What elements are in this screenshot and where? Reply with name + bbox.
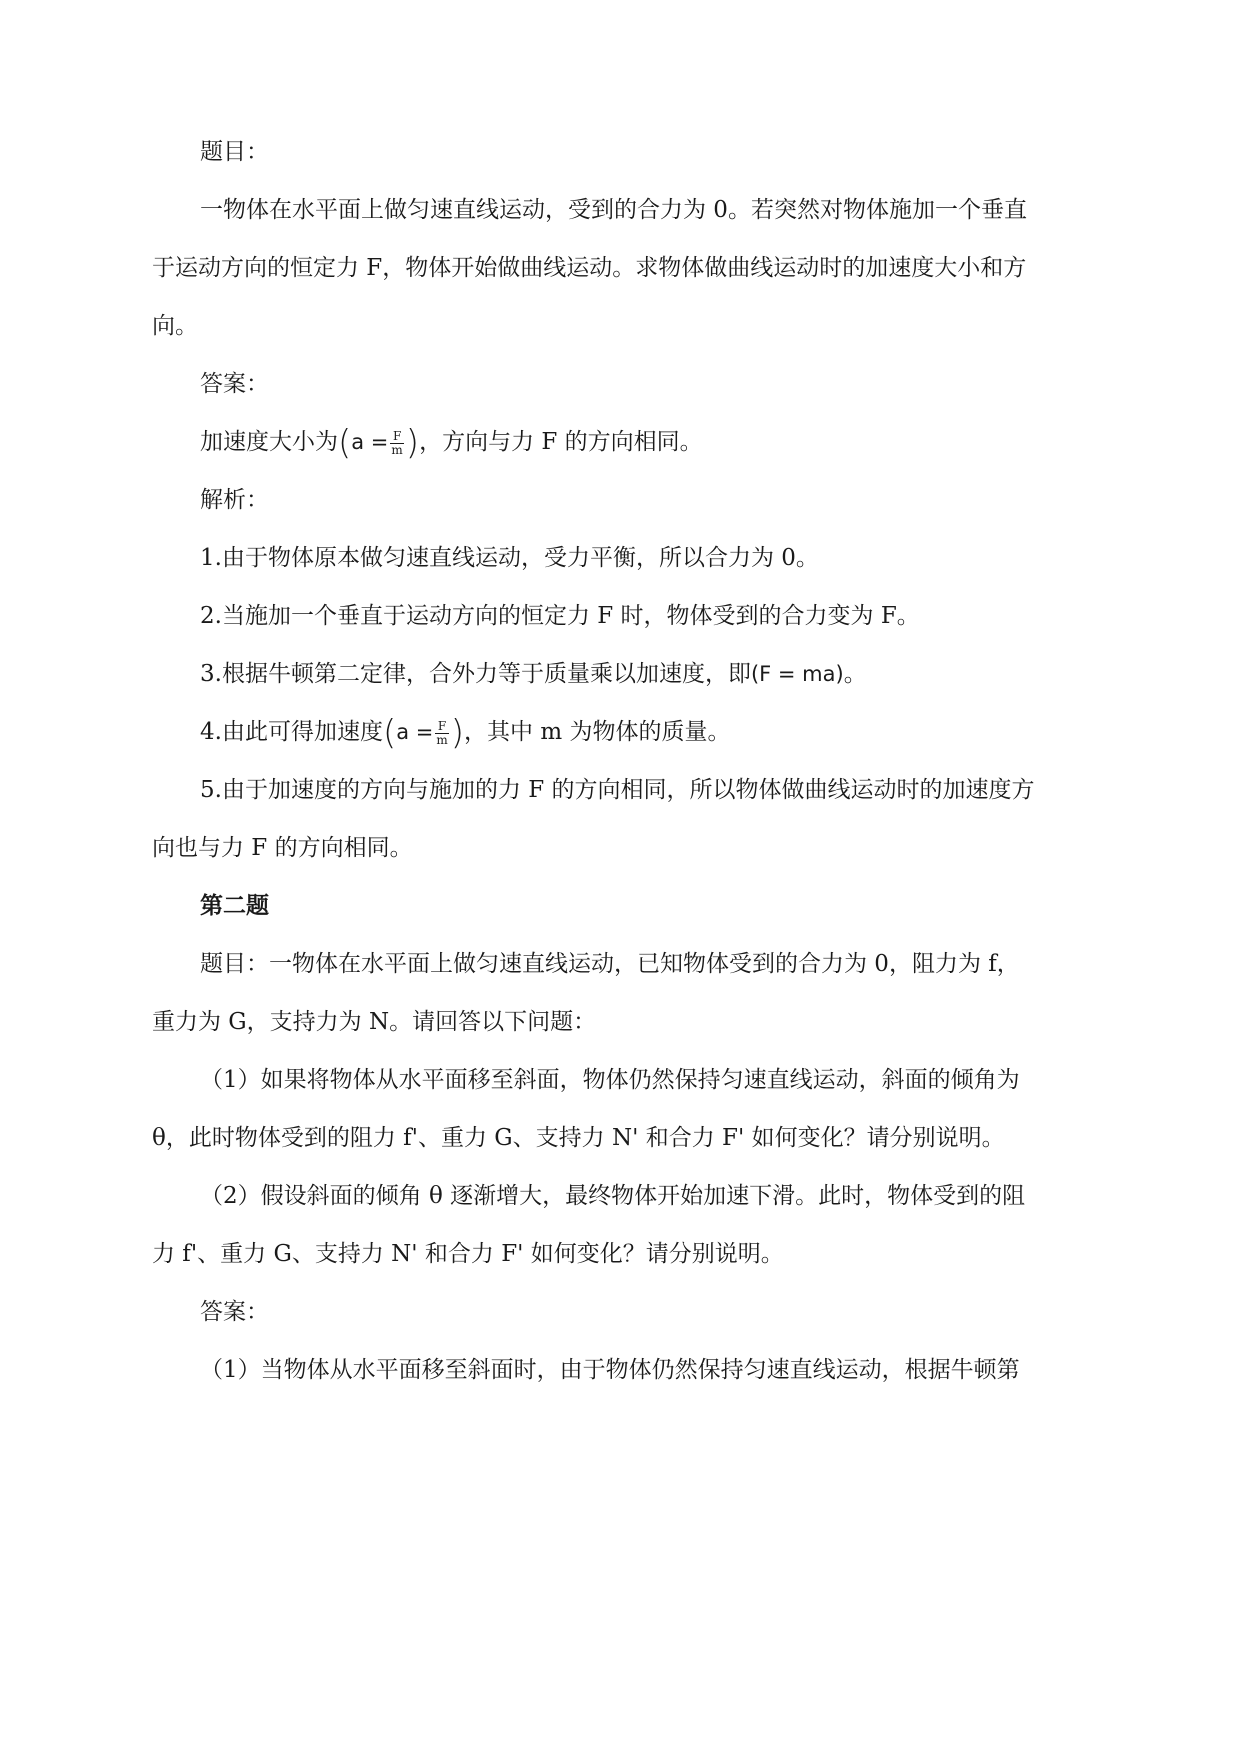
answer-prefix: 加速度大小为 — [200, 429, 338, 455]
answer-line — [200, 423, 703, 463]
formula-open-paren: ( — [338, 423, 352, 463]
q2-line-1: 题目：一物体在水平面上做匀速直线运动，已知物体受到的合力为 0，阻力为 f， — [200, 951, 1020, 977]
q2-answer-label: 答案： — [200, 1299, 269, 1325]
question-label: 题目： — [200, 139, 269, 165]
formula-denominator: m — [391, 442, 403, 457]
analysis-step-4-text: 4.由此可得加速度 — [200, 719, 383, 745]
question-line-3: 向。 — [152, 313, 198, 339]
formula-close-paren: ) — [450, 713, 465, 753]
analysis-step-1: 1.由于物体原本做匀速直线运动，受力平衡，所以合力为 0。 — [200, 545, 819, 571]
analysis-step-3-end: 。 — [843, 661, 867, 687]
formula-fraction — [390, 430, 403, 457]
q2-line-4: θ，此时物体受到的阻力 f'、重力 G、支持力 N' 和合力 F' 如何变化？请分别说明。 — [152, 1125, 1005, 1151]
formula-denominator: m — [436, 732, 448, 747]
analysis-step-5-line-2: 向也与力 F 的方向相同。 — [152, 835, 413, 861]
analysis-step-4-suffix: ，其中 m 为物体的质量。 — [464, 719, 731, 745]
analysis-step-3-text: 3.根据牛顿第二定律，合外力等于质量乘以加速度，即 — [200, 661, 751, 687]
analysis-step-3 — [200, 659, 867, 689]
q2-line-3: （1）如果将物体从水平面移至斜面，物体仍然保持匀速直线运动，斜面的倾角为 — [200, 1067, 1020, 1093]
answer-label: 答案： — [200, 371, 269, 397]
formula-numerator: F — [435, 720, 448, 734]
formula-numerator: F — [390, 430, 403, 444]
section-heading: 第二题 — [200, 892, 269, 919]
q2-answer-line-1: （1）当物体从水平面移至斜面时，由于物体仍然保持匀速直线运动，根据牛顿第 — [200, 1357, 1020, 1383]
question-line-2: 于运动方向的恒定力 F，物体开始做曲线运动。求物体做曲线运动时的加速度大小和方 — [152, 255, 1027, 281]
answer-suffix: ，方向与力 F 的方向相同。 — [419, 429, 703, 455]
formula-open-paren: ( — [382, 713, 397, 753]
q2-line-5: （2）假设斜面的倾角 θ 逐渐增大，最终物体开始加速下滑。此时，物体受到的阻 — [200, 1183, 1026, 1209]
formula-a-lhs: a = — [396, 720, 434, 744]
q2-line-6: 力 f'、重力 G、支持力 N' 和合力 F' 如何变化？请分别说明。 — [152, 1241, 784, 1267]
question-line-1: 一物体在水平面上做匀速直线运动，受到的合力为 0。若突然对物体施加一个垂直 — [200, 197, 1027, 223]
analysis-step-2: 2.当施加一个垂直于运动方向的恒定力 F 时，物体受到的合力变为 F。 — [200, 603, 920, 629]
formula-fraction — [435, 720, 448, 747]
formula-a-lhs: a = — [351, 430, 389, 454]
analysis-step-5-line-1: 5.由于加速度的方向与施加的力 F 的方向相同，所以物体做曲线运动时的加速度方 — [200, 777, 1035, 803]
formula-fma: (F = ma) — [750, 662, 844, 686]
analysis-label: 解析： — [200, 487, 269, 513]
q2-line-2: 重力为 G，支持力为 N。请回答以下问题： — [152, 1009, 597, 1035]
formula-close-paren: ) — [405, 423, 420, 463]
analysis-step-4 — [200, 713, 731, 753]
